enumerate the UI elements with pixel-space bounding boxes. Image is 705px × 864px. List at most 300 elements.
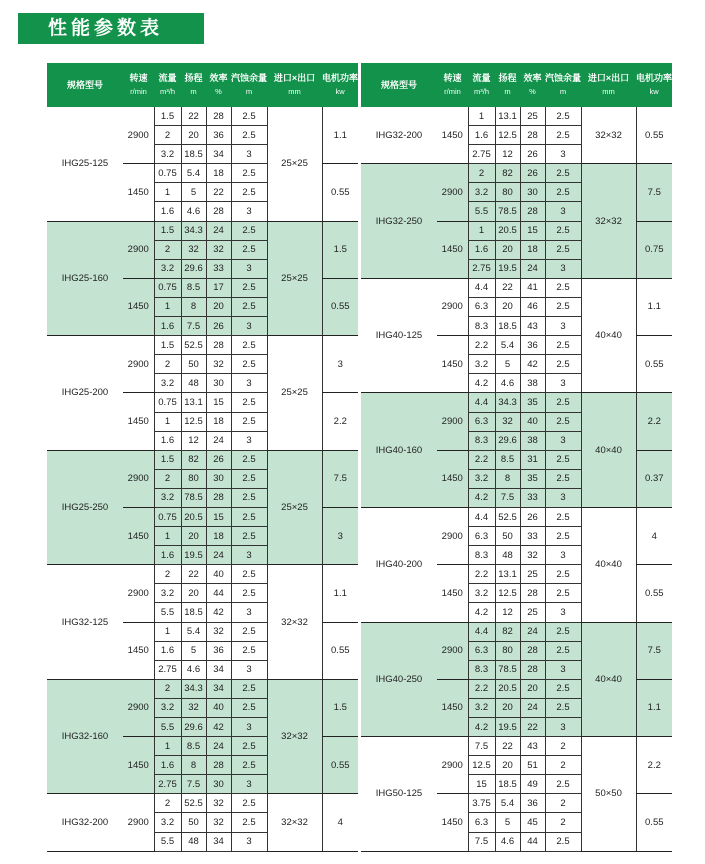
model-cell: IHG40-250: [361, 622, 437, 737]
flow-cell: 4.2: [468, 718, 495, 737]
head-cell: 48: [181, 374, 206, 393]
npsh-cell: 2.5: [545, 355, 581, 374]
speed-cell: 2900: [123, 107, 154, 164]
power-cell: 1.1: [322, 107, 358, 164]
port-cell: 25×25: [267, 221, 322, 336]
efficiency-cell: 25: [520, 603, 545, 622]
efficiency-cell: 20: [206, 297, 231, 316]
power-cell: 4: [636, 507, 672, 564]
flow-cell: 3.2: [468, 355, 495, 374]
header-efficiency: 效率 %: [206, 63, 231, 107]
power-cell: 2.2: [636, 393, 672, 450]
flow-cell: 1.5: [154, 336, 181, 355]
npsh-cell: 2.5: [231, 794, 267, 813]
npsh-cell: 2.5: [231, 622, 267, 641]
npsh-cell: 2.5: [231, 393, 267, 412]
npsh-cell: 2.5: [545, 297, 581, 316]
header-head: 扬程 m: [181, 63, 206, 107]
npsh-cell: 2: [545, 756, 581, 775]
flow-cell: 3.2: [468, 469, 495, 488]
model-cell: IHG25-200: [47, 336, 123, 451]
head-cell: 5.4: [181, 164, 206, 183]
head-cell: 20: [495, 297, 520, 316]
head-cell: 52.5: [181, 336, 206, 355]
power-cell: 3: [322, 336, 358, 393]
speed-cell: 2900: [123, 450, 154, 507]
flow-cell: 15: [468, 775, 495, 794]
npsh-cell: 3: [545, 259, 581, 278]
npsh-cell: 2.5: [231, 679, 267, 698]
efficiency-cell: 26: [520, 164, 545, 183]
npsh-cell: 2.5: [231, 240, 267, 259]
efficiency-cell: 33: [206, 259, 231, 278]
efficiency-cell: 33: [520, 527, 545, 546]
head-cell: 8: [181, 297, 206, 316]
flow-cell: 3.2: [154, 259, 181, 278]
port-cell: 32×32: [267, 565, 322, 680]
flow-cell: 1.6: [154, 431, 181, 450]
speed-cell: 2900: [437, 278, 468, 335]
flow-cell: 1: [154, 527, 181, 546]
flow-cell: 1.6: [154, 202, 181, 221]
efficiency-cell: 34: [206, 832, 231, 851]
efficiency-cell: 42: [206, 718, 231, 737]
page-title: 性能参数表: [18, 13, 204, 44]
speed-cell: 2900: [437, 622, 468, 679]
efficiency-cell: 24: [520, 622, 545, 641]
npsh-cell: 3: [545, 202, 581, 221]
efficiency-cell: 34: [206, 679, 231, 698]
npsh-cell: 2.5: [231, 469, 267, 488]
table-row: [361, 622, 672, 641]
head-cell: 29.6: [181, 259, 206, 278]
flow-cell: 4.4: [468, 393, 495, 412]
efficiency-cell: 17: [206, 278, 231, 297]
npsh-cell: 2: [545, 737, 581, 756]
head-cell: 5.4: [495, 336, 520, 355]
npsh-cell: 2.5: [545, 641, 581, 660]
head-cell: 8: [181, 756, 206, 775]
efficiency-cell: 38: [520, 431, 545, 450]
flow-cell: 3.2: [154, 813, 181, 832]
head-cell: 5.4: [495, 794, 520, 813]
flow-cell: 1: [154, 183, 181, 202]
flow-cell: 6.3: [468, 641, 495, 660]
table-row: [361, 107, 672, 126]
flow-cell: 2.2: [468, 450, 495, 469]
model-cell: IHG25-125: [47, 107, 123, 221]
efficiency-cell: 36: [520, 336, 545, 355]
head-cell: 12.5: [495, 584, 520, 603]
port-cell: 25×25: [267, 107, 322, 221]
head-cell: 13.1: [495, 107, 520, 126]
power-cell: 0.55: [636, 336, 672, 393]
power-cell: 0.55: [322, 737, 358, 794]
flow-cell: 2: [154, 355, 181, 374]
efficiency-cell: 18: [206, 164, 231, 183]
speed-cell: 1450: [123, 278, 154, 335]
table-row: [47, 565, 358, 584]
flow-cell: 1.6: [154, 546, 181, 565]
npsh-cell: 3: [231, 775, 267, 794]
speed-cell: 1450: [437, 565, 468, 622]
npsh-cell: 3: [231, 202, 267, 221]
efficiency-cell: 40: [206, 698, 231, 717]
table-body: [47, 107, 358, 851]
npsh-cell: 3: [231, 317, 267, 336]
head-cell: 34.3: [181, 679, 206, 698]
npsh-cell: 2.5: [231, 107, 267, 126]
model-cell: IHG25-250: [47, 450, 123, 565]
npsh-cell: 2.5: [545, 622, 581, 641]
power-cell: 0.55: [636, 794, 672, 851]
model-cell: IHG50-125: [361, 737, 437, 852]
efficiency-cell: 42: [206, 603, 231, 622]
flow-cell: 2: [154, 126, 181, 145]
efficiency-cell: 51: [520, 756, 545, 775]
npsh-cell: 3: [231, 832, 267, 851]
head-cell: 82: [495, 164, 520, 183]
npsh-cell: 2.5: [231, 698, 267, 717]
head-cell: 20: [495, 240, 520, 259]
head-cell: 7.5: [181, 317, 206, 336]
table-header: [47, 63, 358, 107]
header-npsh: 汽蚀余量 m: [231, 63, 267, 107]
speed-cell: 2900: [123, 679, 154, 736]
npsh-cell: 2.5: [231, 813, 267, 832]
header-power: 电机功率 kw: [636, 63, 672, 107]
speed-cell: 2900: [123, 565, 154, 622]
head-cell: 5.4: [181, 622, 206, 641]
efficiency-cell: 40: [520, 412, 545, 431]
efficiency-cell: 28: [206, 488, 231, 507]
efficiency-cell: 34: [206, 660, 231, 679]
efficiency-cell: 25: [520, 565, 545, 584]
head-cell: 8: [495, 469, 520, 488]
flow-cell: 7.5: [468, 737, 495, 756]
efficiency-cell: 31: [520, 450, 545, 469]
head-cell: 12.5: [181, 412, 206, 431]
flow-cell: 4.2: [468, 603, 495, 622]
flow-cell: 8.3: [468, 317, 495, 336]
flow-cell: 1.6: [154, 756, 181, 775]
model-cell: IHG40-125: [361, 278, 437, 393]
efficiency-cell: 36: [520, 794, 545, 813]
power-cell: 1.1: [636, 278, 672, 335]
efficiency-cell: 44: [206, 584, 231, 603]
head-cell: 52.5: [181, 794, 206, 813]
port-cell: 32×32: [581, 107, 636, 164]
flow-cell: 0.75: [154, 164, 181, 183]
table-row: [47, 336, 358, 355]
speed-cell: 1450: [437, 336, 468, 393]
flow-cell: 3.2: [154, 145, 181, 164]
header-power: 电机功率 kw: [322, 63, 358, 107]
efficiency-cell: 28: [206, 336, 231, 355]
npsh-cell: 2.5: [545, 832, 581, 851]
power-cell: 1.1: [322, 565, 358, 622]
power-cell: 4: [322, 794, 358, 851]
flow-cell: 1: [154, 297, 181, 316]
port-cell: 40×40: [581, 393, 636, 508]
flow-cell: 1.6: [154, 641, 181, 660]
npsh-cell: 3: [231, 259, 267, 278]
npsh-cell: 2.5: [231, 126, 267, 145]
speed-cell: 1450: [123, 737, 154, 794]
efficiency-cell: 18: [520, 240, 545, 259]
speed-cell: 1450: [123, 164, 154, 221]
table-body: [361, 107, 672, 851]
npsh-cell: 2.5: [231, 164, 267, 183]
head-cell: 22: [495, 737, 520, 756]
efficiency-cell: 33: [520, 488, 545, 507]
efficiency-cell: 28: [206, 202, 231, 221]
flow-cell: 4.2: [468, 374, 495, 393]
efficiency-cell: 30: [206, 374, 231, 393]
head-cell: 20.5: [181, 507, 206, 526]
power-cell: 1.5: [322, 221, 358, 278]
npsh-cell: 2: [545, 794, 581, 813]
speed-cell: 1450: [437, 450, 468, 507]
model-cell: IHG40-200: [361, 507, 437, 622]
flow-cell: 2.75: [154, 775, 181, 794]
npsh-cell: 2.5: [545, 240, 581, 259]
efficiency-cell: 40: [206, 565, 231, 584]
model-cell: IHG32-125: [47, 565, 123, 680]
head-cell: 50: [495, 527, 520, 546]
flow-cell: 1: [154, 622, 181, 641]
header-head: 扬程 m: [495, 63, 520, 107]
speed-cell: 2900: [437, 507, 468, 564]
efficiency-cell: 32: [206, 794, 231, 813]
power-cell: 0.55: [322, 164, 358, 221]
npsh-cell: 3: [231, 431, 267, 450]
flow-cell: 1: [154, 412, 181, 431]
efficiency-cell: 18: [206, 412, 231, 431]
npsh-cell: 3: [231, 145, 267, 164]
efficiency-cell: 49: [520, 775, 545, 794]
npsh-cell: 3: [545, 374, 581, 393]
flow-cell: 3.2: [154, 488, 181, 507]
efficiency-cell: 43: [520, 737, 545, 756]
flow-cell: 5.5: [154, 832, 181, 851]
npsh-cell: 2.5: [545, 507, 581, 526]
efficiency-cell: 28: [520, 126, 545, 145]
flow-cell: 8.3: [468, 660, 495, 679]
flow-cell: 3.75: [468, 794, 495, 813]
npsh-cell: 2.5: [231, 297, 267, 316]
flow-cell: 1.6: [468, 126, 495, 145]
efficiency-cell: 41: [520, 278, 545, 297]
head-cell: 20: [181, 126, 206, 145]
flow-cell: 1.6: [468, 240, 495, 259]
flow-cell: 1: [468, 221, 495, 240]
efficiency-cell: 15: [520, 221, 545, 240]
power-cell: 0.55: [322, 278, 358, 335]
port-cell: 50×50: [581, 737, 636, 852]
npsh-cell: 2.5: [231, 183, 267, 202]
npsh-cell: 3: [545, 317, 581, 336]
npsh-cell: 2.5: [231, 278, 267, 297]
efficiency-cell: 32: [206, 240, 231, 259]
head-cell: 80: [495, 641, 520, 660]
npsh-cell: 3: [231, 374, 267, 393]
flow-cell: 2.2: [468, 679, 495, 698]
head-cell: 4.6: [181, 202, 206, 221]
head-cell: 82: [181, 450, 206, 469]
port-cell: 25×25: [267, 450, 322, 565]
flow-cell: 4.2: [468, 488, 495, 507]
flow-cell: 2.75: [468, 145, 495, 164]
head-cell: 12: [495, 603, 520, 622]
flow-cell: 6.3: [468, 297, 495, 316]
efficiency-cell: 32: [520, 546, 545, 565]
efficiency-cell: 46: [520, 297, 545, 316]
head-cell: 20.5: [495, 221, 520, 240]
head-cell: 13.1: [181, 393, 206, 412]
head-cell: 32: [495, 412, 520, 431]
head-cell: 80: [495, 183, 520, 202]
npsh-cell: 2.5: [545, 679, 581, 698]
port-cell: 40×40: [581, 278, 636, 393]
flow-cell: 2: [154, 469, 181, 488]
head-cell: 50: [181, 355, 206, 374]
npsh-cell: 2.5: [231, 336, 267, 355]
port-cell: 40×40: [581, 622, 636, 737]
header-speed: 转速 r/min: [437, 63, 468, 107]
efficiency-cell: 24: [520, 259, 545, 278]
efficiency-cell: 30: [206, 469, 231, 488]
flow-cell: 8.3: [468, 431, 495, 450]
head-cell: 20: [181, 584, 206, 603]
header-npsh: 汽蚀余量 m: [545, 63, 581, 107]
speed-cell: 2900: [123, 336, 154, 393]
model-cell: IHG32-200: [361, 107, 437, 164]
head-cell: 29.6: [495, 431, 520, 450]
table-row: [47, 450, 358, 469]
npsh-cell: 2.5: [231, 756, 267, 775]
table-row: [361, 507, 672, 526]
flow-cell: 5.5: [154, 718, 181, 737]
table-row: [361, 164, 672, 183]
head-cell: 12: [181, 431, 206, 450]
head-cell: 32: [181, 698, 206, 717]
spec-table-right: [361, 63, 672, 852]
head-cell: 78.5: [181, 488, 206, 507]
head-cell: 22: [181, 565, 206, 584]
port-cell: 32×32: [581, 164, 636, 279]
flow-cell: 4.4: [468, 507, 495, 526]
npsh-cell: 2.5: [545, 584, 581, 603]
head-cell: 19.5: [495, 259, 520, 278]
head-cell: 22: [495, 278, 520, 297]
npsh-cell: 3: [231, 718, 267, 737]
speed-cell: 2900: [437, 164, 468, 221]
speed-cell: 2900: [437, 737, 468, 794]
flow-cell: 4.4: [468, 278, 495, 297]
npsh-cell: 3: [231, 603, 267, 622]
head-cell: 34.3: [495, 393, 520, 412]
efficiency-cell: 24: [206, 431, 231, 450]
efficiency-cell: 28: [520, 641, 545, 660]
flow-cell: 2: [468, 164, 495, 183]
flow-cell: 1: [468, 107, 495, 126]
efficiency-cell: 26: [206, 450, 231, 469]
flow-cell: 6.3: [468, 527, 495, 546]
npsh-cell: 2.5: [545, 775, 581, 794]
power-cell: 3: [322, 507, 358, 564]
power-cell: 1.5: [322, 679, 358, 736]
flow-cell: 2: [154, 565, 181, 584]
flow-cell: 2: [154, 794, 181, 813]
table-row: [47, 794, 358, 813]
flow-cell: 3.2: [154, 584, 181, 603]
npsh-cell: 3: [545, 488, 581, 507]
head-cell: 19.5: [495, 718, 520, 737]
head-cell: 8.5: [181, 278, 206, 297]
power-cell: 7.5: [636, 622, 672, 679]
efficiency-cell: 28: [520, 660, 545, 679]
npsh-cell: 3: [545, 660, 581, 679]
efficiency-cell: 32: [206, 355, 231, 374]
npsh-cell: 2.5: [545, 450, 581, 469]
head-cell: 18.5: [495, 775, 520, 794]
npsh-cell: 2.5: [545, 336, 581, 355]
head-cell: 52.5: [495, 507, 520, 526]
head-cell: 20: [495, 698, 520, 717]
head-cell: 82: [495, 622, 520, 641]
head-cell: 5: [495, 813, 520, 832]
flow-cell: 3.2: [154, 698, 181, 717]
npsh-cell: 3: [545, 603, 581, 622]
power-cell: 0.55: [636, 565, 672, 622]
npsh-cell: 3: [545, 546, 581, 565]
efficiency-cell: 24: [520, 698, 545, 717]
head-cell: 12.5: [495, 126, 520, 145]
efficiency-cell: 36: [206, 126, 231, 145]
efficiency-cell: 36: [206, 641, 231, 660]
model-cell: IHG40-160: [361, 393, 437, 508]
port-cell: 32×32: [267, 794, 322, 851]
header-efficiency: 效率 %: [520, 63, 545, 107]
efficiency-cell: 28: [206, 756, 231, 775]
npsh-cell: 2.5: [231, 737, 267, 756]
efficiency-cell: 34: [206, 145, 231, 164]
flow-cell: 3.2: [468, 584, 495, 603]
head-cell: 78.5: [495, 202, 520, 221]
npsh-cell: 2.5: [545, 183, 581, 202]
efficiency-cell: 28: [520, 584, 545, 603]
header-flow: 流量 m³/h: [154, 63, 181, 107]
efficiency-cell: 30: [206, 775, 231, 794]
flow-cell: 2.75: [154, 660, 181, 679]
flow-cell: 3.2: [154, 374, 181, 393]
efficiency-cell: 26: [520, 507, 545, 526]
head-cell: 5: [181, 183, 206, 202]
head-cell: 50: [181, 813, 206, 832]
head-cell: 18.5: [181, 145, 206, 164]
efficiency-cell: 26: [206, 317, 231, 336]
efficiency-cell: 28: [206, 107, 231, 126]
npsh-cell: 2.5: [231, 355, 267, 374]
speed-cell: 1450: [123, 622, 154, 679]
spec-table-left: [47, 63, 358, 852]
model-cell: IHG32-250: [361, 164, 437, 279]
port-cell: 25×25: [267, 336, 322, 451]
port-cell: 32×32: [267, 679, 322, 794]
npsh-cell: 2.5: [545, 412, 581, 431]
npsh-cell: 2.5: [545, 126, 581, 145]
